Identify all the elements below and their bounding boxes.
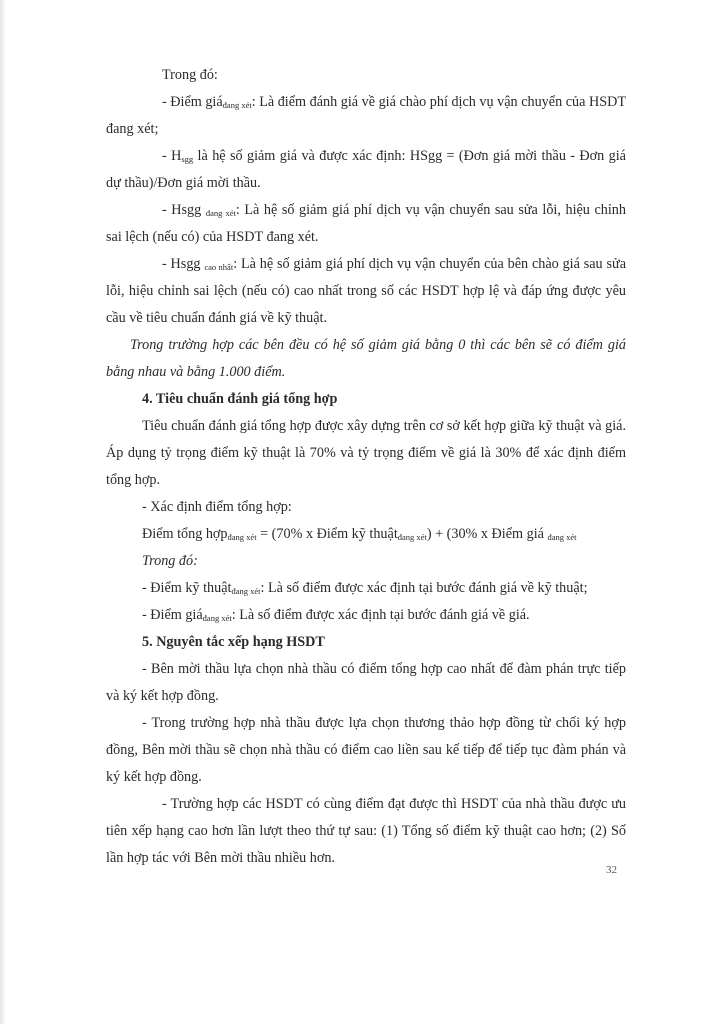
definition-hsgg-current xyxy=(106,197,626,251)
intro-label xyxy=(106,62,626,89)
section-5-heading xyxy=(106,629,626,656)
text-run: là hệ số giảm giá và được xác định: HSgg = (Đơn giá mời thầu - Đơn giá dự thầu)/Đơn giá mời thầu. xyxy=(106,148,626,191)
text-run: - Điểm kỹ thuật xyxy=(142,580,232,596)
definition-price-score-2 xyxy=(106,602,626,629)
subscript-text: đang xét xyxy=(231,586,261,596)
subscript-text: sgg xyxy=(181,154,194,164)
text-run: - Điểm giá xyxy=(142,607,203,623)
document-body xyxy=(106,62,626,872)
text-run: - Bên mời thầu lựa chọn nhà thầu có điểm tổng hợp cao nhất để đàm phán trực tiếp và ký kết hợp đồng. xyxy=(106,661,626,704)
text-run: - Hsgg xyxy=(162,256,205,272)
text-run: : Là điểm đánh giá về giá chào phí dịch vụ vận chuyển của HSDT đang xét; xyxy=(106,94,626,137)
text-run: - Hsgg xyxy=(162,202,206,218)
ranking-rule-3 xyxy=(106,791,626,872)
text-run: Trong trường hợp các bên đều có hệ số giảm giá bằng 0 thì các bên sẽ có điểm giá bằng nhau và bằng 1.000 điểm. xyxy=(106,337,626,380)
definition-hsgg-max xyxy=(106,251,626,332)
definition-technical-score xyxy=(106,575,626,602)
subscript-text: đang xét xyxy=(397,532,427,542)
text-run: : Là số điểm được xác định tại bước đánh giá về kỹ thuật; xyxy=(260,580,588,596)
text-run: : Là hệ số giảm giá phí dịch vụ vận chuyển của bên chào giá sau sửa lỗi, hiệu chỉnh sai lệch (nếu có) cao nhất trong số các HSDT hợp lệ và đáp ứng được yêu cầu về tiêu chuẩn đánh giá về kỹ thuật. xyxy=(106,256,626,326)
page-number: 32 xyxy=(606,864,617,876)
text-run: 5. Nguyên tắc xếp hạng HSDT xyxy=(142,634,325,650)
composite-score-formula xyxy=(106,521,626,548)
text-run: : Là số điểm được xác định tại bước đánh giá về giá. xyxy=(231,607,530,623)
text-run: - H xyxy=(162,148,182,164)
text-run: Trong đó: xyxy=(142,553,198,569)
text-run: - Điểm giá xyxy=(162,94,223,110)
text-run: 4. Tiêu chuẩn đánh giá tổng hợp xyxy=(142,391,338,407)
definition-hsgg xyxy=(106,143,626,197)
subscript-text: đang xét xyxy=(222,100,252,110)
composite-criteria-paragraph xyxy=(106,413,626,494)
subscript-text: đang xét xyxy=(547,532,577,542)
text-run: - Trong trường hợp nhà thầu được lựa chọn thương thảo hợp đồng từ chối ký hợp đồng, Bên mời thầu sẽ chọn nhà thầu có điểm cao liền sau kế tiếp để tiếp tục đàm phán và ký kết hợp đồng. xyxy=(106,715,626,785)
definition-price-score xyxy=(106,89,626,143)
text-run: Trong đó: xyxy=(162,67,218,83)
ranking-rule-1 xyxy=(106,656,626,710)
formula-where-label xyxy=(106,548,626,575)
subscript-text: đang xét xyxy=(227,532,257,542)
zero-discount-note xyxy=(106,332,626,386)
text-run: ) + (30% x Điểm giá xyxy=(426,526,548,542)
text-run: : Là hệ số giảm giá phí dịch vụ vận chuyển sau sửa lỗi, hiệu chỉnh sai lệch (nếu có) của HSDT đang xét. xyxy=(106,202,626,245)
scan-shadow xyxy=(0,0,6,1024)
subscript-text: đang xét xyxy=(202,613,232,623)
text-run: = (70% x Điểm kỹ thuật xyxy=(256,526,398,542)
text-run: - Trường hợp các HSDT có cùng điểm đạt được thì HSDT của nhà thầu được ưu tiên xếp hạng cao hơn lần lượt theo thứ tự sau: (1) Tổng số điểm kỹ thuật cao hơn; (2) Số lần hợp tác với Bên mời thầu nhiều hơn. xyxy=(106,796,626,866)
subscript-text: đang xét xyxy=(205,208,236,218)
text-run: - Xác định điểm tổng hợp: xyxy=(142,499,292,515)
text-run: Tiêu chuẩn đánh giá tổng hợp được xây dựng trên cơ sở kết hợp giữa kỹ thuật và giá. Áp dụng tỷ trọng điểm kỹ thuật là 70% và tỷ trọng điểm về giá là 30% để xác định điểm tổng hợp. xyxy=(106,418,626,488)
composite-score-label xyxy=(106,494,626,521)
text-run: Điểm tổng hợp xyxy=(142,526,228,542)
ranking-rule-2 xyxy=(106,710,626,791)
subscript-text: cao nhất xyxy=(204,262,234,272)
section-4-heading xyxy=(106,386,626,413)
